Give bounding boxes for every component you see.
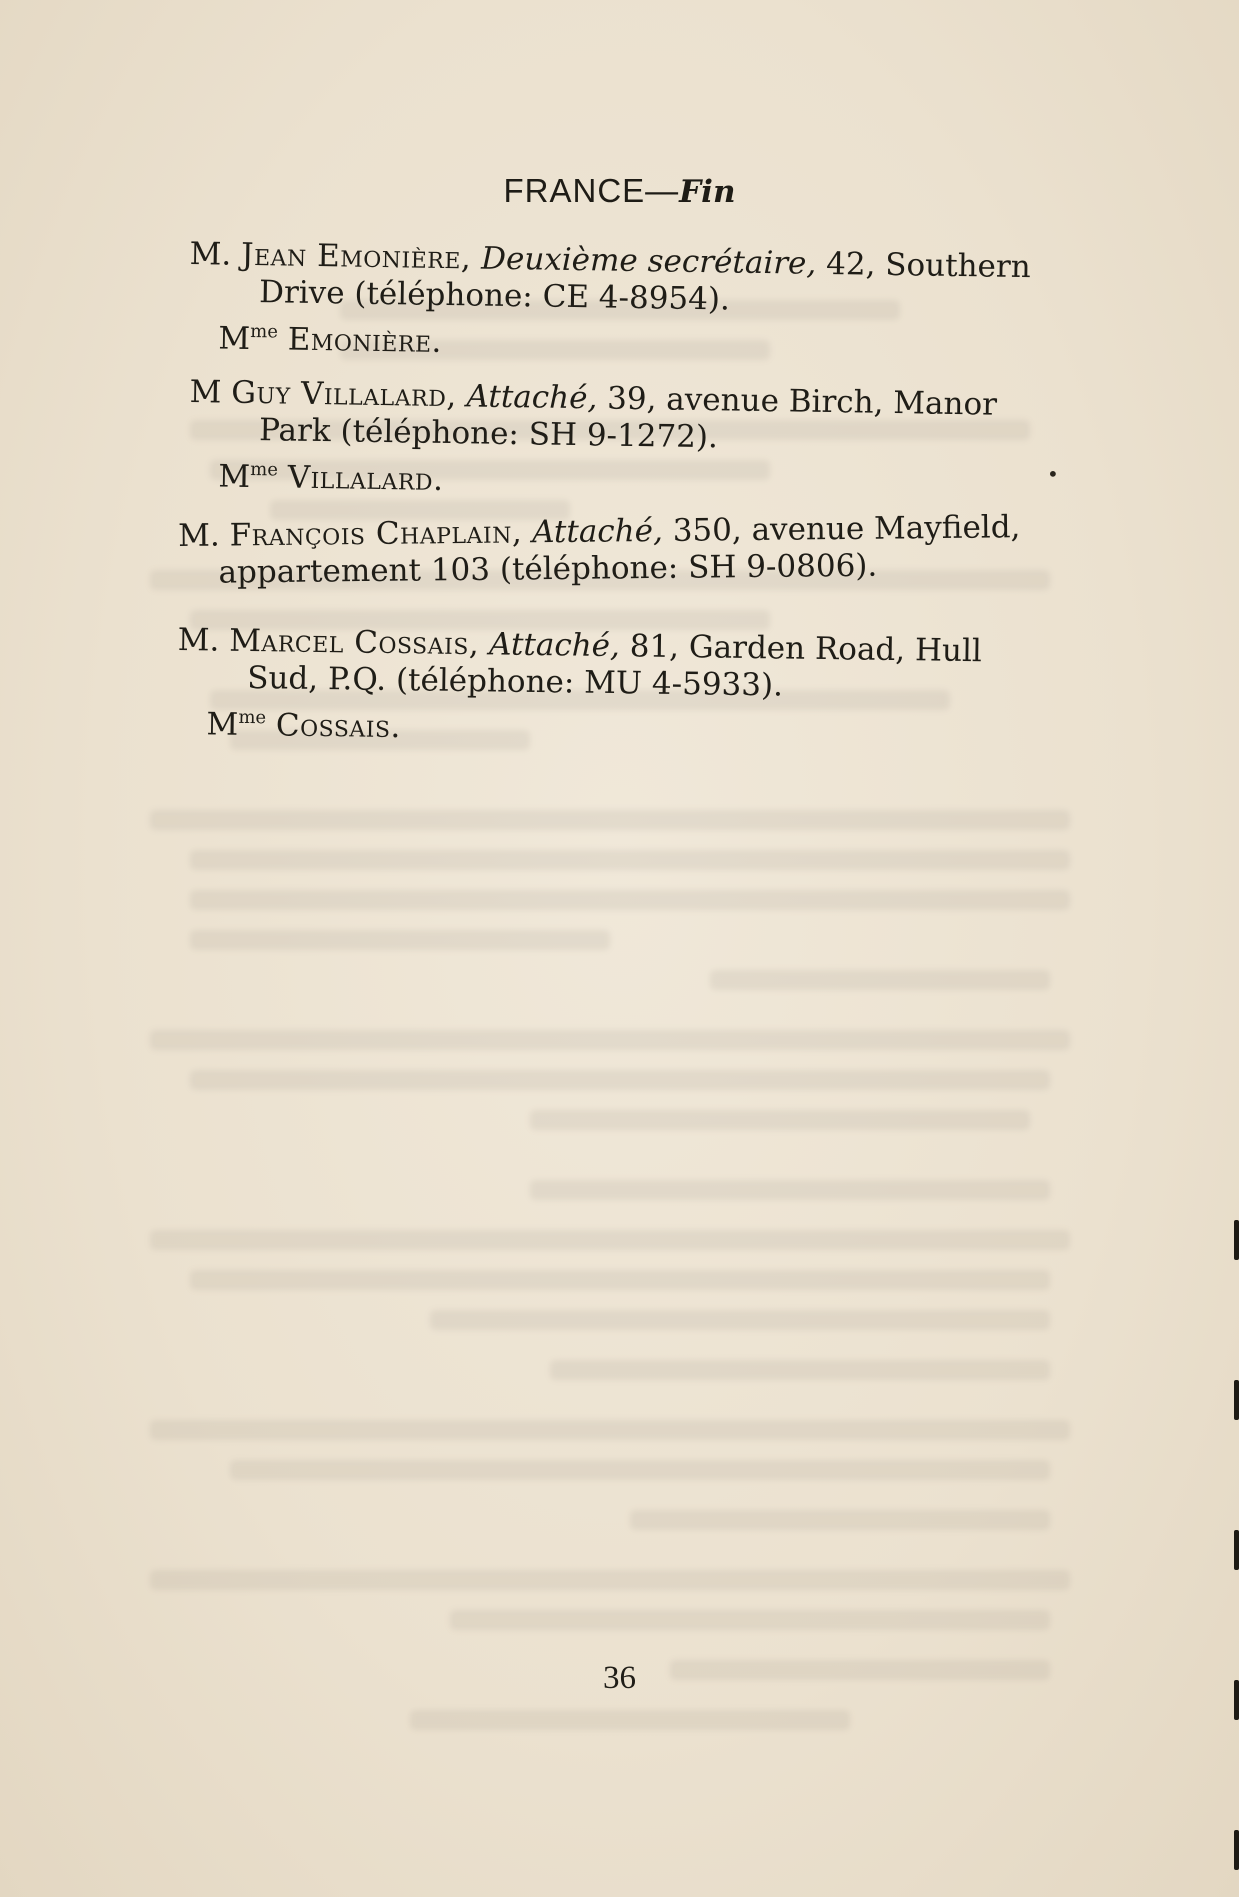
spouse-name: Cossais. bbox=[275, 707, 402, 746]
entry-name: Guy Villalard, bbox=[231, 374, 457, 415]
spouse-title-sup: me bbox=[238, 706, 267, 729]
entry-title: Attaché, bbox=[531, 512, 664, 551]
entry-title: Attaché, bbox=[466, 378, 598, 417]
entry-spouse bbox=[188, 320, 1030, 370]
entry-spouse bbox=[188, 458, 996, 508]
directory-entry bbox=[188, 236, 1031, 370]
entry-prefix: M bbox=[189, 374, 222, 411]
entry-prefix: M. bbox=[189, 236, 232, 273]
entry-prefix: M. bbox=[178, 517, 220, 554]
directory-entry bbox=[178, 509, 1021, 592]
spouse-name: Emonière. bbox=[287, 321, 443, 360]
entry-name: François Chaplain, bbox=[229, 514, 523, 554]
entry-address: 42, Southern bbox=[825, 245, 1031, 286]
entry-address: 350, avenue Mayfield, bbox=[672, 509, 1021, 549]
entry-prefix: M. bbox=[177, 622, 220, 659]
page-number: 36 bbox=[603, 1660, 636, 1696]
spouse-prefix: M bbox=[206, 706, 239, 743]
binding-holes bbox=[1233, 1200, 1239, 1880]
entry-title: Attaché, bbox=[488, 626, 621, 665]
spouse-name: Villalard. bbox=[287, 459, 444, 498]
running-head-dash: — bbox=[645, 172, 680, 209]
running-head-subtitle: Fin bbox=[679, 174, 736, 210]
entry-title: Deuxième secrétaire, bbox=[480, 240, 817, 282]
spouse-title-sup: me bbox=[250, 458, 279, 481]
directory-entry bbox=[176, 622, 982, 754]
directory-entry bbox=[188, 374, 997, 508]
entry-address: 81, Garden Road, Hull bbox=[629, 628, 983, 670]
ink-speck: • bbox=[1047, 462, 1059, 486]
entry-line-continued: Sud, P.Q. (téléphone: MU 4-5933). bbox=[246, 659, 784, 704]
entry-spouse bbox=[176, 706, 981, 754]
spouse-title-sup: me bbox=[250, 320, 279, 343]
spouse-prefix: M bbox=[218, 320, 251, 357]
entry-line-continued: Park (téléphone: SH 9-1272). bbox=[258, 412, 719, 456]
entry-name: Jean Emonière, bbox=[240, 236, 472, 277]
entry-address: 39, avenue Birch, Manor bbox=[606, 380, 998, 423]
entry-line-continued: appartement 103 (téléphone: SH 9-0806). bbox=[218, 547, 878, 591]
running-head-title: FRANCE bbox=[503, 172, 646, 209]
entry-line-continued: Drive (téléphone: CE 4-8954). bbox=[258, 274, 731, 318]
spouse-prefix: M bbox=[218, 458, 251, 495]
entry-name: Marcel Cossais, bbox=[228, 622, 480, 663]
